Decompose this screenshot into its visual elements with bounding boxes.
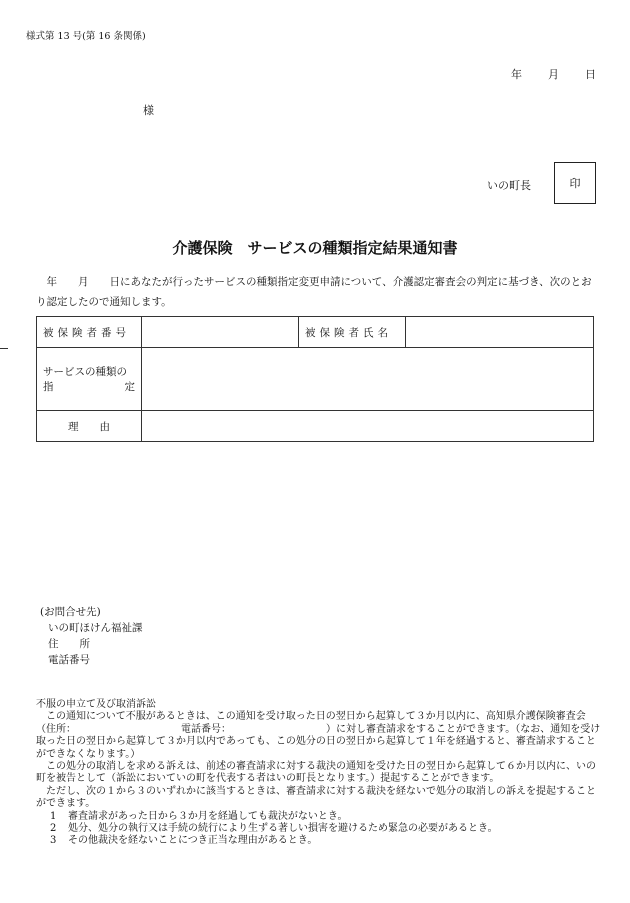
service-type-label-line2a: 指	[43, 381, 54, 393]
reason-value	[142, 411, 594, 442]
contact-heading: (お問合せ先)	[40, 606, 101, 618]
appeal-item-text: その他裁決を経ないことにつき正当な理由があるとき。	[68, 835, 318, 847]
appeal-paragraph-2: この処分の取消しを求める訴えは、前述の審査請求に対する裁決の通知を受けた日の翌日から起算して６か月以内に、いの町を被告として（訴訟においていの町を代表する者はいの町長となります。）提起することができます。	[36, 761, 596, 785]
mayor-label: いの町長	[487, 179, 531, 192]
appeal-item-number: 1	[50, 810, 57, 822]
reason-label: 理 由	[37, 411, 142, 442]
insured-name-label: 被保険者氏名	[299, 317, 406, 348]
date-day: 日	[585, 68, 596, 81]
intro-text: 年 月 日にあなたが行ったサービスの種類指定変更申請について、介護認定審査会の判定に基づき、次のとおり認定したので通知します。	[36, 276, 592, 308]
seal-box	[554, 162, 596, 204]
contact-phone-label: 電話番号	[48, 654, 90, 666]
appeal-section	[36, 699, 602, 848]
appeal-item	[36, 835, 602, 847]
appeal-item	[36, 811, 602, 823]
contact-address-label: 住 所	[48, 638, 90, 650]
service-type-label-line1: サービスの種類の	[43, 366, 127, 378]
table-row	[37, 411, 594, 442]
insured-name-value	[406, 317, 594, 348]
addressee-suffix: 様	[143, 104, 154, 117]
appeal-item-text: 審査請求があった日から３か月を経過しても裁決がないとき。	[68, 810, 348, 822]
appeal-paragraph-3: ただし、次の１から３のいずれかに該当するときは、審査請求に対する裁決を経ないで処分の取消しの訴えを提起することができます。	[36, 785, 596, 810]
form-number: 様式第 13 号(第 16 条関係)	[26, 31, 146, 42]
info-table	[36, 316, 594, 442]
date-year: 年	[511, 68, 522, 81]
date-month: 月	[548, 68, 559, 81]
insured-number-value	[142, 317, 299, 348]
table-row	[37, 348, 594, 411]
service-type-value	[142, 348, 594, 411]
document-title: 介護保険 サービスの種類指定結果通知書	[172, 239, 458, 257]
appeal-item-number: 2	[50, 823, 57, 835]
appeal-item	[36, 823, 602, 835]
appeal-heading: 不服の申立て及び取消訴訟	[36, 699, 156, 710]
margin-tick	[0, 348, 8, 349]
insured-number-label: 被保険者番号	[37, 317, 142, 348]
appeal-item-text: 処分、処分の執行又は手続の続行により生ずる著しい損害を避けるため緊急の必要があるとき。	[68, 823, 498, 835]
seal-label: 印	[569, 177, 581, 190]
contact-department: いの町ほけん福祉課	[48, 622, 143, 634]
contact-block	[40, 604, 143, 668]
appeal-paragraph-1: この通知について不服があるときは、この通知を受け取った日の翌日から起算して３か月以内に、高知県介護保険審査会（住所： 電話番号： ）に対し審査請求をすることができます。（なお、通知を受け取った日の翌日から起算して３か月以内であっても、この処分の日の翌日から起算して１年を経過すると、審査請求することができなくなります。）	[36, 711, 601, 760]
table-row	[37, 317, 594, 348]
appeal-item-number: 3	[50, 835, 57, 847]
service-type-label	[37, 348, 142, 411]
date-line	[511, 66, 596, 82]
service-type-label-line2b: 定	[124, 381, 135, 393]
